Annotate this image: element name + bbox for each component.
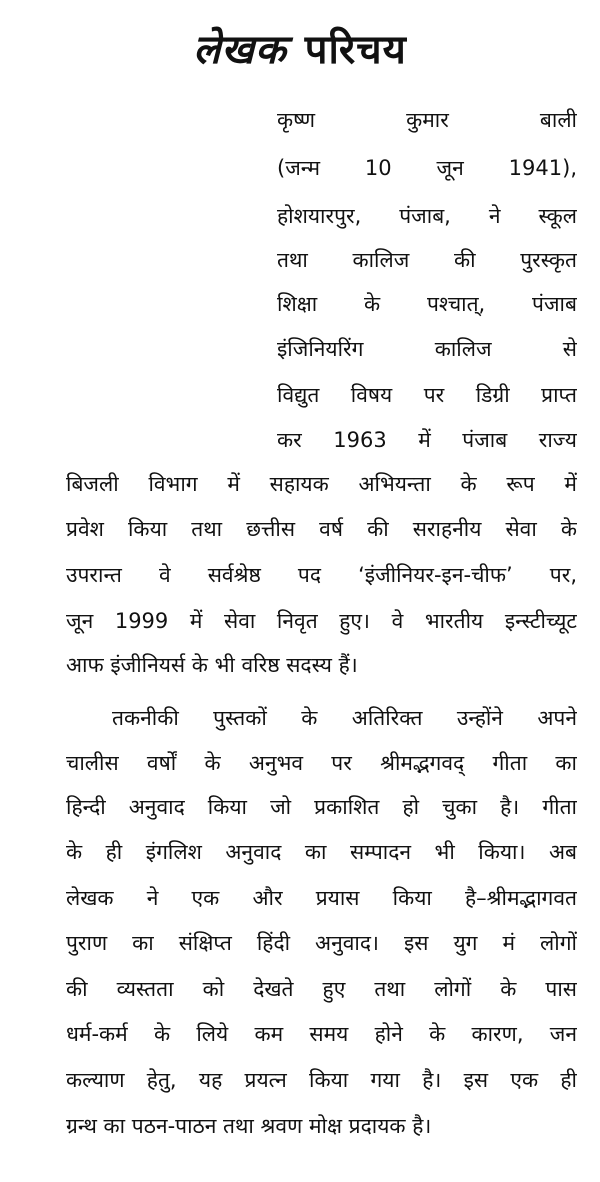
paragraph-1-line: होशयारपुर, पंजाब, ने स्कूल bbox=[277, 204, 577, 228]
paragraph-2-line: की व्यस्तता को देखते हुए तथा लोगों के पास bbox=[66, 977, 577, 1001]
paragraph-2-line: हिन्दी अनुवाद किया जो प्रकाशित हो चुका है। गीता bbox=[66, 795, 577, 819]
paragraph-1-line: तथा कालिज की पुरस्कृत bbox=[277, 248, 577, 272]
paragraph-1-line: कर 1963 में पंजाब राज्य bbox=[277, 428, 577, 452]
paragraph-1-line: (जन्म 10 जून 1941), bbox=[277, 156, 577, 180]
paragraph-1-line: जून 1999 में सेवा निवृत हुए। वे भारतीय इन्स्टीच्यूट bbox=[66, 609, 577, 633]
paragraph-1-line: इंजिनियरिंग कालिज से bbox=[277, 337, 577, 361]
paragraph-2-line: ग्रन्थ का पठन-पाठन तथा श्रवण मोक्ष प्रदायक है। bbox=[66, 1114, 432, 1138]
paragraph-2-line: के ही इंगलिश अनुवाद का सम्पादन भी किया। अब bbox=[66, 840, 577, 864]
paragraph-2-line: धर्म-कर्म के लिये कम समय होने के कारण, जन bbox=[66, 1022, 577, 1046]
paragraph-1-line: कृष्ण कुमार बाली bbox=[277, 108, 577, 132]
paragraph-2-line: चालीस वर्षों के अनुभव पर श्रीमद्भगवद् गीता का bbox=[66, 751, 577, 775]
title-word-1: लेखक bbox=[193, 27, 287, 73]
paragraph-2-line: पुराण का संक्षिप्त हिंदी अनुवाद। इस युग मं लोगों bbox=[66, 931, 577, 955]
paragraph-2-line: कल्याण हेतु, यह प्रयत्न किया गया है। इस एक ही bbox=[66, 1068, 577, 1092]
paragraph-2-line: लेखक ने एक और प्रयास किया है–श्रीमद्भागवत bbox=[66, 886, 577, 910]
paragraph-1-line: प्रवेश किया तथा छत्तीस वर्ष की सराहनीय सेवा के bbox=[66, 517, 577, 541]
title-word-2: परिचय bbox=[304, 27, 407, 73]
paragraph-1-line: उपरान्त वे सर्वश्रेष्ठ पद ‘इंजीनियर-इन-चीफ’ पर, bbox=[66, 563, 577, 587]
paragraph-2-line: तकनीकी पुस्तकों के अतिरिक्त उन्होंने अपने bbox=[112, 706, 577, 730]
paragraph-1-line: आफ इंजीनियर्स के भी वरिष्ठ सदस्य हैं। bbox=[66, 653, 358, 677]
paragraph-1-line: विद्युत विषय पर डिग्री प्राप्त bbox=[277, 383, 577, 407]
page-title bbox=[0, 22, 600, 78]
paragraph-1-line: बिजली विभाग में सहायक अभियन्ता के रूप में bbox=[66, 472, 577, 496]
paragraph-1-line: शिक्षा के पश्चात्, पंजाब bbox=[277, 292, 577, 316]
